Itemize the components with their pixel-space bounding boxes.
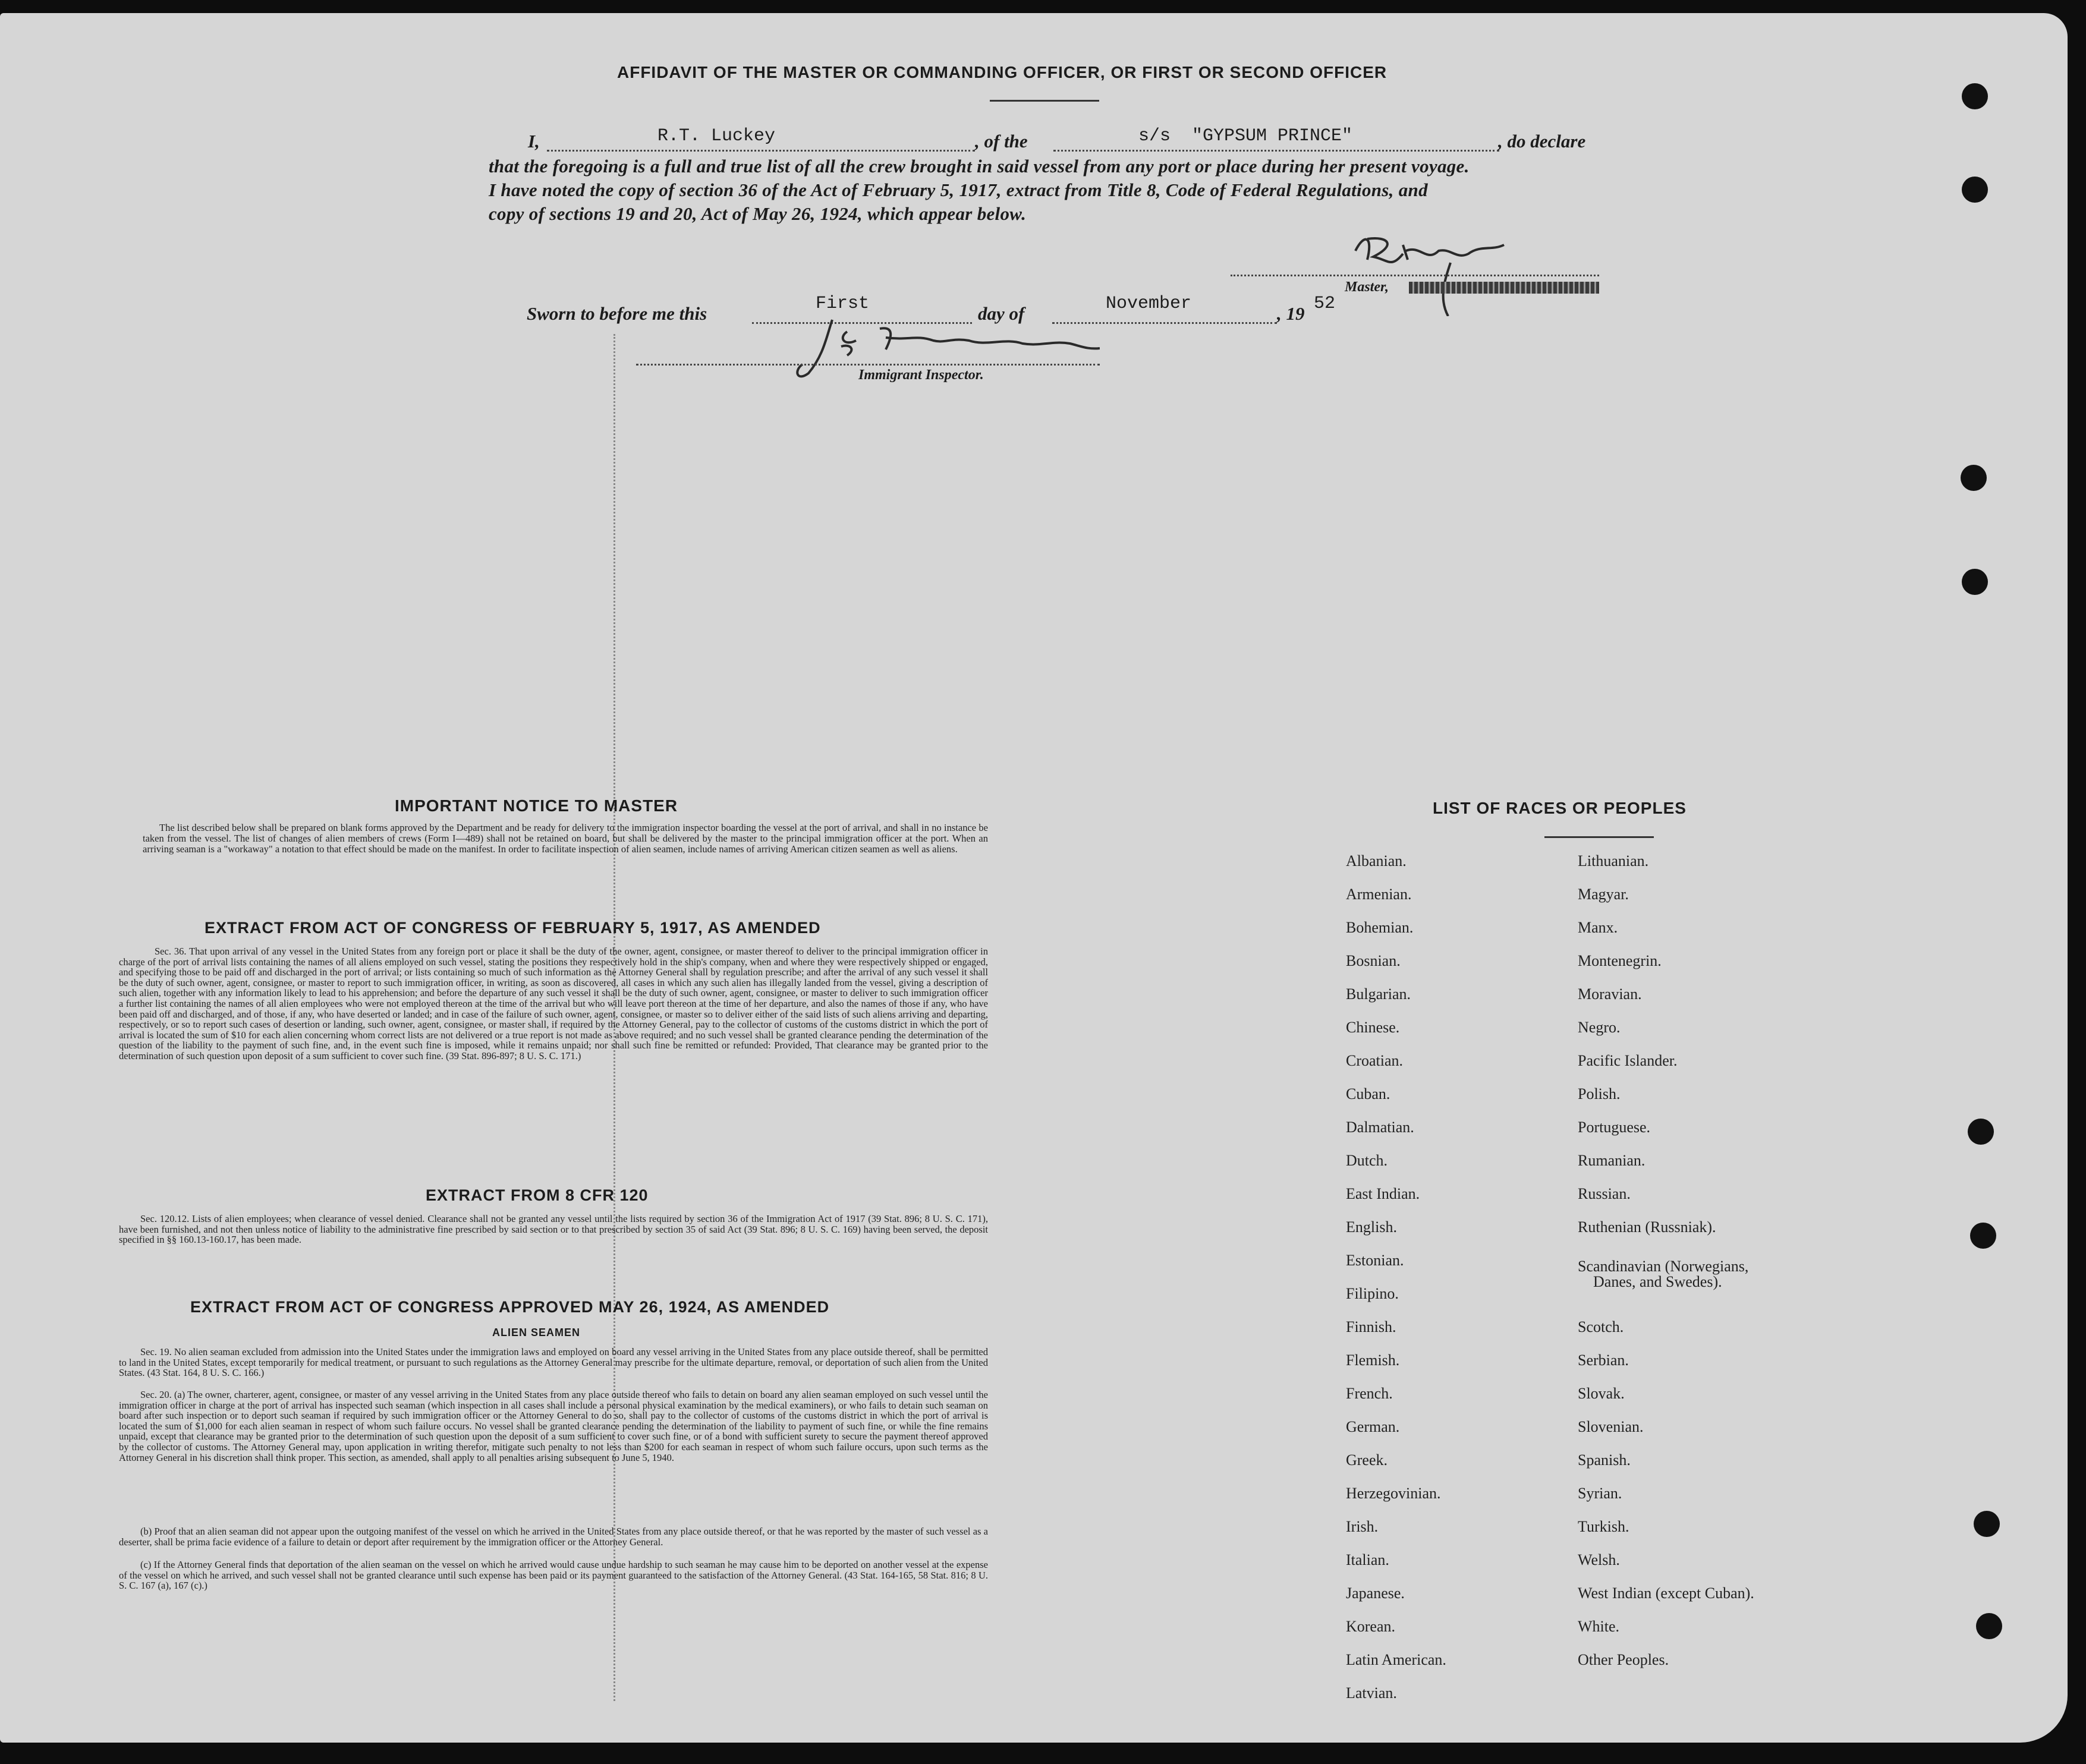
race-item: Latin American. [1346, 1651, 1446, 1668]
race-item: Dalmatian. [1346, 1119, 1414, 1136]
struck-officer-label [1409, 282, 1599, 294]
race-item: Other Peoples. [1578, 1651, 1669, 1668]
binder-hole [1961, 465, 1987, 491]
race-item: Italian. [1346, 1551, 1389, 1568]
race-item: Latvian. [1346, 1684, 1397, 1702]
sworn-month: November [1106, 294, 1192, 314]
race-item: Magyar. [1578, 886, 1629, 903]
race-item: Estonian. [1346, 1252, 1404, 1269]
race-item: Irish. [1346, 1518, 1379, 1535]
binder-hole [1962, 177, 1988, 203]
alien-seamen-subtitle: ALIEN SEAMEN [492, 1327, 581, 1338]
race-item: West Indian (except Cuban). [1578, 1585, 1754, 1602]
race-item: Croatian. [1346, 1052, 1404, 1069]
race-item: Montenegrin. [1578, 952, 1662, 969]
extract-1924-title: EXTRACT FROM ACT OF CONGRESS APPROVED MAY 26, 1924, AS AMENDED [190, 1298, 830, 1316]
of-the-label: , of the [975, 131, 1028, 152]
race-item: Filipino. [1346, 1285, 1399, 1302]
vessel-name: s/s "GYPSUM PRINCE" [1138, 126, 1353, 146]
extract-cfr-title: EXTRACT FROM 8 CFR 120 [426, 1186, 649, 1204]
races-title: LIST OF RACES OR PEOPLES [1433, 799, 1687, 817]
vessel-line [1053, 150, 1499, 152]
day-of-label: day of [978, 303, 1025, 324]
binder-hole [1962, 83, 1988, 109]
race-item: Ruthenian (Russniak). [1578, 1218, 1716, 1236]
binder-hole [1968, 1119, 1994, 1145]
race-item: Danes, and Swedes). [1593, 1273, 1722, 1290]
race-item: Greek. [1346, 1451, 1388, 1469]
race-item: Albanian. [1346, 852, 1407, 870]
race-item: Syrian. [1578, 1485, 1622, 1502]
race-item: Scotch. [1578, 1318, 1624, 1335]
extract-1917-text: Sec. 36. That upon arrival of any vessel in the United States from any foreign port or place it shall be the duty of the owner, agent, consignee, or master thereof to deliver to the principal immigration officer in charge of the port of arrival lists containing the names of all aliens employed on such vessel, stating the positions they respectively hold in the ship's company, when and where they were respectively shipped or engaged, and specifying those to be paid off and discharged in the port of arrival; or lists containing so much of such information as the Attorney General shall by regulation prescribe; and after the arrival of any such vessel it shall be the duty of such owner, agent, consignee, or master to report to such immigration officer, in writing, as soon as discovered, all cases in which any such alien has illegally landed from the vessel, giving a description of such alien, together with any information likely to lead to his apprehension; and before the departure of any such vessel it shall be the duty of such owner, agent, consignee, or master to deliver to such immigration officer a further list containing the names of all alien employees who were not employed thereon at the time of the arrival but who will leave port thereon at the time of her departure, and also the names of those if any, who have been paid off and discharged, and of those, if any, who have deserted or landed; and in case of the failure of such owner, agent, consignee, or master so to deliver either of the said lists of such aliens arriving and departing, respectively, or so to report such cases of desertion or landing, such owner, agent, consignee, or master shall, if required by the Attorney General, pay to the collector of customs of the customs district in which the port of arrival is located the sum of $10 for each alien concerning whom correct lists are not delivered or a true report is not made as above required; and no such vessel shall be granted clearance pending the determination of the question of the liability to the payment of such fine, and, in the event such fine is imposed, while it remains unpaid; nor shall such fine be remitted or refunded: Provided, That clearance may be granted prior to the determination of such question upon deposit of a sum sufficient to cover such fine. (39 Stat. 896-897; 8 U. S. C. 171.) [119, 946, 988, 1061]
race-item: White. [1578, 1618, 1620, 1635]
race-item: Bosnian. [1346, 952, 1401, 969]
race-item: Welsh. [1578, 1551, 1620, 1568]
race-item: Finnish. [1346, 1318, 1396, 1335]
race-item: Negro. [1578, 1019, 1621, 1036]
race-item: Chinese. [1346, 1019, 1400, 1036]
affidavit-line-2: that the foregoing is a full and true list of all the crew brought in said vessel from any port or place during her present voyage. [489, 156, 1470, 177]
year-prefix: , 19 [1277, 303, 1305, 324]
binder-hole [1970, 1223, 1996, 1249]
race-item: Russian. [1578, 1185, 1631, 1202]
race-item: Polish. [1578, 1085, 1621, 1102]
inspector-label: Immigrant Inspector. [858, 367, 984, 383]
year-suffix: 52 [1314, 294, 1336, 314]
race-item: Portuguese. [1578, 1119, 1651, 1136]
sworn-day: First [816, 294, 870, 314]
i-label: I, [528, 131, 540, 152]
affidavit-line-3: I have noted the copy of section 36 of the Act of February 5, 1917, extract from Title 8, Code of Federal Regulations, and [489, 179, 1428, 200]
race-item: Cuban. [1346, 1085, 1390, 1102]
race-item: German. [1346, 1418, 1400, 1435]
binder-hole [1974, 1511, 2000, 1537]
extract-1924-sec20b: (b) Proof that an alien seaman did not appear upon the outgoing manifest of the vessel on which he arrived in the United States from any place outside thereof, or that he was reported by the master of such vessel as a deserter, shall be prima facie evidence of a failure to detain or deport after requirement by the immigration officer or the Attorney General. [119, 1526, 988, 1548]
race-item: Pacific Islander. [1578, 1052, 1678, 1069]
document-page [0, 13, 2068, 1743]
extract-1924-sec20c: (c) If the Attorney General finds that deportation of the alien seaman on the vessel on which he arrived would cause undue hardship to such seaman he may cause him to be deported on another vessel at the expense of the vessel on which he arrived, and such vessel shall not be granted clearance until such expense has been paid or its payment guaranteed to the satisfaction of the Attorney General. (43 Stat. 164-165, 58 Stat. 816; 8 U. S. C. 167 (a), 167 (c).) [119, 1559, 988, 1592]
race-item: Serbian. [1578, 1352, 1629, 1369]
master-name: R.T. Luckey [657, 126, 776, 146]
binder-hole [1962, 569, 1988, 595]
master-signature [1332, 227, 1528, 316]
race-item: Spanish. [1578, 1451, 1631, 1469]
race-item: Moravian. [1578, 985, 1642, 1003]
race-item: East Indian. [1346, 1185, 1420, 1202]
extract-cfr-text: Sec. 120.12. Lists of alien employees; when clearance of vessel denied. Clearance shall not be granted any vessel until the lists required by section 36 of the Immigration Act of 1917 (39 Stat. 896; 8 U. S. C. 171), have been furnished, and not then unless notice of liability to the administrative fine prescribed by said section or to that prescribed by section 35 of said Act (39 Stat. 896; 8 U. S. C. 169) having been served, the deposit specified in §§ 160.13-160.17, has been made. [119, 1213, 988, 1246]
binder-hole [1976, 1613, 2002, 1639]
extract-1917-title: EXTRACT FROM ACT OF CONGRESS OF FEBRUARY 5, 1917, AS AMENDED [204, 919, 821, 937]
master-label: Master, [1345, 279, 1389, 295]
affidavit-title: AFFIDAVIT OF THE MASTER OR COMMANDING OFFICER, OR FIRST OR SECOND OFFICER [617, 63, 1387, 81]
races-title-underline [1544, 836, 1654, 838]
race-item: Manx. [1578, 919, 1618, 936]
race-item: Slovak. [1578, 1385, 1625, 1402]
name-line [547, 150, 975, 152]
race-item: Dutch. [1346, 1152, 1388, 1169]
race-item: French. [1346, 1385, 1393, 1402]
title-underline [990, 100, 1099, 102]
race-item: Slovenian. [1578, 1418, 1644, 1435]
race-item: Lithuanian. [1578, 852, 1649, 870]
race-item: Herzegovinian. [1346, 1485, 1441, 1502]
do-declare-label: , do declare [1498, 131, 1586, 152]
notice-title: IMPORTANT NOTICE TO MASTER [395, 796, 678, 815]
race-item: Rumanian. [1578, 1152, 1645, 1169]
race-item: English. [1346, 1218, 1397, 1236]
notice-text: The list described below shall be prepared on blank forms approved by the Department and be ready for delivery to the immigration inspector boarding the vessel at the port of arrival, and shall in no instance be taken from the vessel. The list of changes of alien members of crews (Form I—489) shall not be retained on board, but shall be delivered by the master to the principal immigration officer at the port. When an arriving seaman is a "workaway" a notation to that effect should be made on the manifest. In order to facilitate inspection of alien seamen, include names of arriving American citizen seamen as well as aliens. [143, 822, 988, 855]
extract-1924-sec19: Sec. 19. No alien seaman excluded from admission into the United States under the immigration laws and employed on board any vessel arriving in the United States from any place outside thereof, shall be permitted to land in the United States, except temporarily for medical treatment, or pursuant to such regulations as the Attorney General may prescribe for the ultimate departure, removal, or deportation of such alien from the United States. (43 Stat. 164, 8 U. S. C. 166.) [119, 1346, 988, 1379]
race-item: Flemish. [1346, 1352, 1400, 1369]
master-signature-line [1231, 275, 1599, 276]
inspector-signature-line [636, 364, 1100, 366]
race-item: Turkish. [1578, 1518, 1629, 1535]
extract-1924-sec20a: Sec. 20. (a) The owner, charterer, agent, consignee, or master of any vessel arriving in the United States from any place outside thereof who fails to detain on board any alien seaman employed on such vessel until the immigration officer in charge at the port of arrival has inspected such seaman (which inspection in all cases shall include a personal physical examination by the medical examiners), or who fails to detain such seaman on board after such inspection or to deport such seaman if required by such immigration officer or the Attorney General to do so, shall pay to the collector of customs of the customs district in which the port of arrival is located the sum of $1,000 for each alien seaman in respect of whom such failure occurs. No vessel shall be granted clearance pending the determination of the liability to payment of such fine, or while the fine remains unpaid, except that clearance may be granted prior to the determination of such question upon the deposit of a sum sufficient to cover such fine, or of a bond with sufficient surety to secure the payment thereof approved by the collector of customs. The Attorney General may, upon application in writing therefor, mitigate such penalty to not less than $200 for each seaman in respect of whom such failure occurs, upon such terms as the Attorney General in his discretion shall think proper. This section, as amended, shall apply to all penalties arising subsequent to June 5, 1940. [119, 1389, 988, 1463]
race-item: Korean. [1346, 1618, 1396, 1635]
race-item: Scandinavian (Norwegians, [1578, 1258, 1749, 1275]
race-item: Japanese. [1346, 1585, 1405, 1602]
race-item: Armenian. [1346, 886, 1412, 903]
affidavit-line-4: copy of sections 19 and 20, Act of May 26, 1924, which appear below. [489, 203, 1027, 224]
race-item: Bulgarian. [1346, 985, 1411, 1003]
sworn-label: Sworn to before me this [527, 303, 707, 324]
race-item: Bohemian. [1346, 919, 1414, 936]
